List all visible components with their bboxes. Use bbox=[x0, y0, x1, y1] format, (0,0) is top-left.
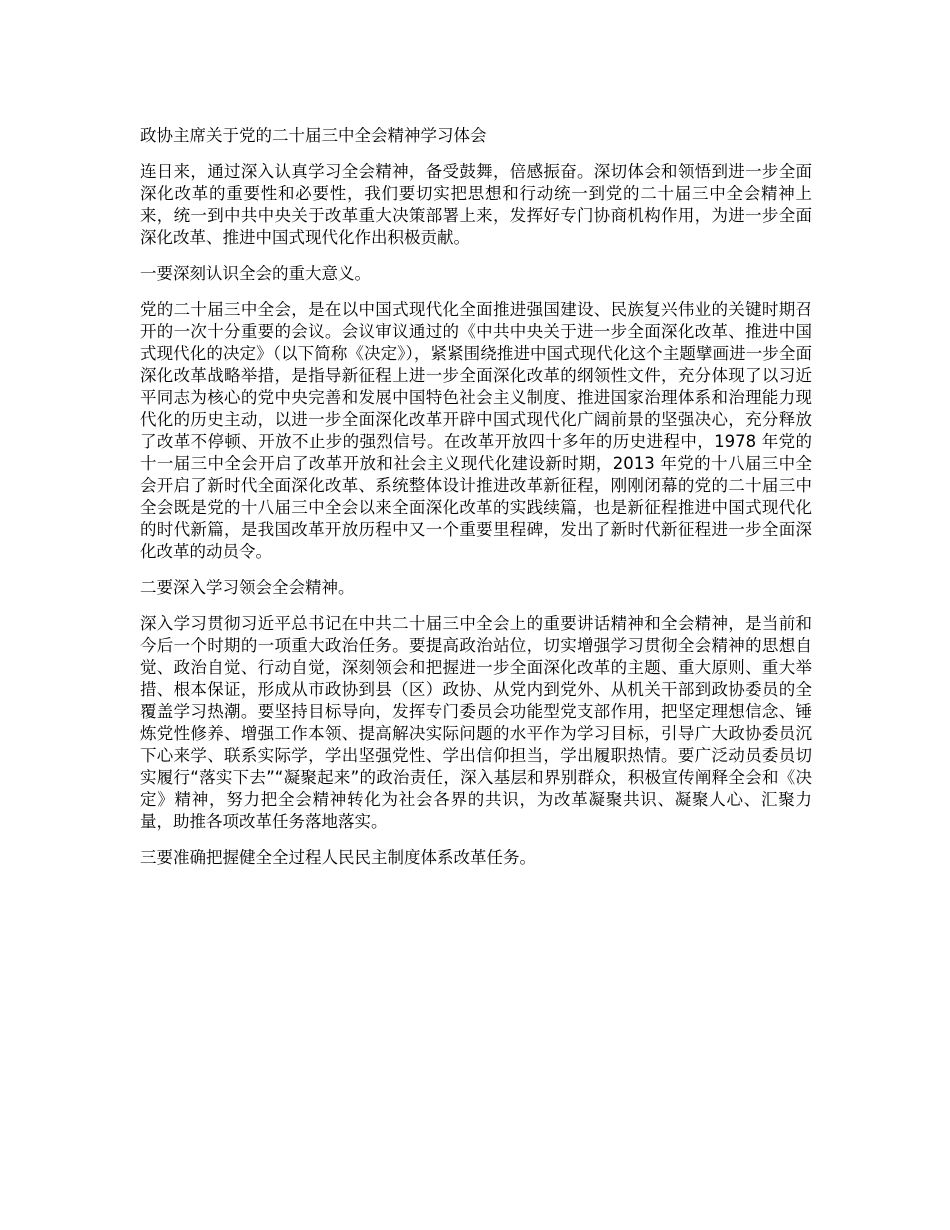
section-2-paragraph: 深入学习贯彻习近平总书记在中共二十届三中全会上的重要讲话精神和全会精神，是当前和今后一个时期的一项重大政治任务。要提高政治站位，切实增强学习贯彻全会精神的思想自觉、政治自觉、行动自觉，深刻领会和把握进一步全面深化改革的主题、重大原则、重大举措、根本保证，形成从市政协到县（区）政协、从党内到党外、从机关干部到政协委员的全覆盖学习热潮。要坚持目标导向，发挥专门委员会功能型党支部作用，把坚定理想信念、锤炼党性修养、增强工作本领、提高解决实际问题的水平作为学习目标，引导广大政协委员沉下心来学、联系实际学，学出坚强党性、学出信仰担当，学出履职热情。要广泛动员委员切实履行“落实下去”“凝聚起来”的政治责任，深入基层和界别群众，积极宣传阐释全会和《决定》精神，努力把全会精神转化为社会各界的共识，为改革凝聚共识、凝聚人心、汇聚力量，助推各项改革任务落地落实。 bbox=[140, 614, 812, 831]
document-title: 政协主席关于党的二十届三中全会精神学习体会 bbox=[140, 126, 487, 145]
section-1-heading: 一要深刻认识全会的重大意义。 bbox=[140, 264, 371, 283]
section-3-heading: 三要准确把握健全全过程人民民主制度体系改革任务。 bbox=[140, 848, 536, 867]
section-1-paragraph: 党的二十届三中全会，是在以中国式现代化全面推进强国建设、民族复兴伟业的关键时期召开的一次十分重要的会议。会议审议通过的《中共中央关于进一步全面深化改革、推进中国式现代化的决定》（以下简称《决定》），紧紧围绕推进中国式现代化这个主题擘画进一步全面深化改革战略举措，是指导新征程上进一步全面深化改革的纲领性文件，充分体现了以习近平同志为核心的党中央完善和发展中国特色社会主义制度、推进国家治理体系和治理能力现代化的历史主动，以进一步全面深化改革开辟中国式现代化广阔前景的坚强决心，充分释放了改革不停顿、开放不止步的强烈信号。在改革开放四十多年的历史进程中，1978 年党的十一届三中全会开启了改革开放和社会主义现代化建设新时期，2013 年党的十八届三中全会开启了新时代全面深化改革、系统整体设计推进改革新征程，刚刚闭幕的党的二十届三中全会既是党的十八届三中全会以来全面深化改革的实践续篇，也是新征程推进中国式现代化的时代新篇，是我国改革开放历程中又一个重要里程碑，发出了新时代新征程进一步全面深化改革的动员令。 bbox=[140, 300, 812, 561]
document-page bbox=[140, 125, 812, 883]
intro-paragraph: 连日来，通过深入认真学习全会精神，备受鼓舞，倍感振奋。深切体会和领悟到进一步全面深化改革的重要性和必要性，我们要切实把思想和行动统一到党的二十届三中全会精神上来，统一到中共中央关于改革重大决策部署上来，发挥好专门协商机构作用，为进一步全面深化改革、推进中国式现代化作出积极贡献。 bbox=[140, 162, 812, 247]
section-2-heading: 二要深入学习领会全会精神。 bbox=[140, 578, 355, 597]
